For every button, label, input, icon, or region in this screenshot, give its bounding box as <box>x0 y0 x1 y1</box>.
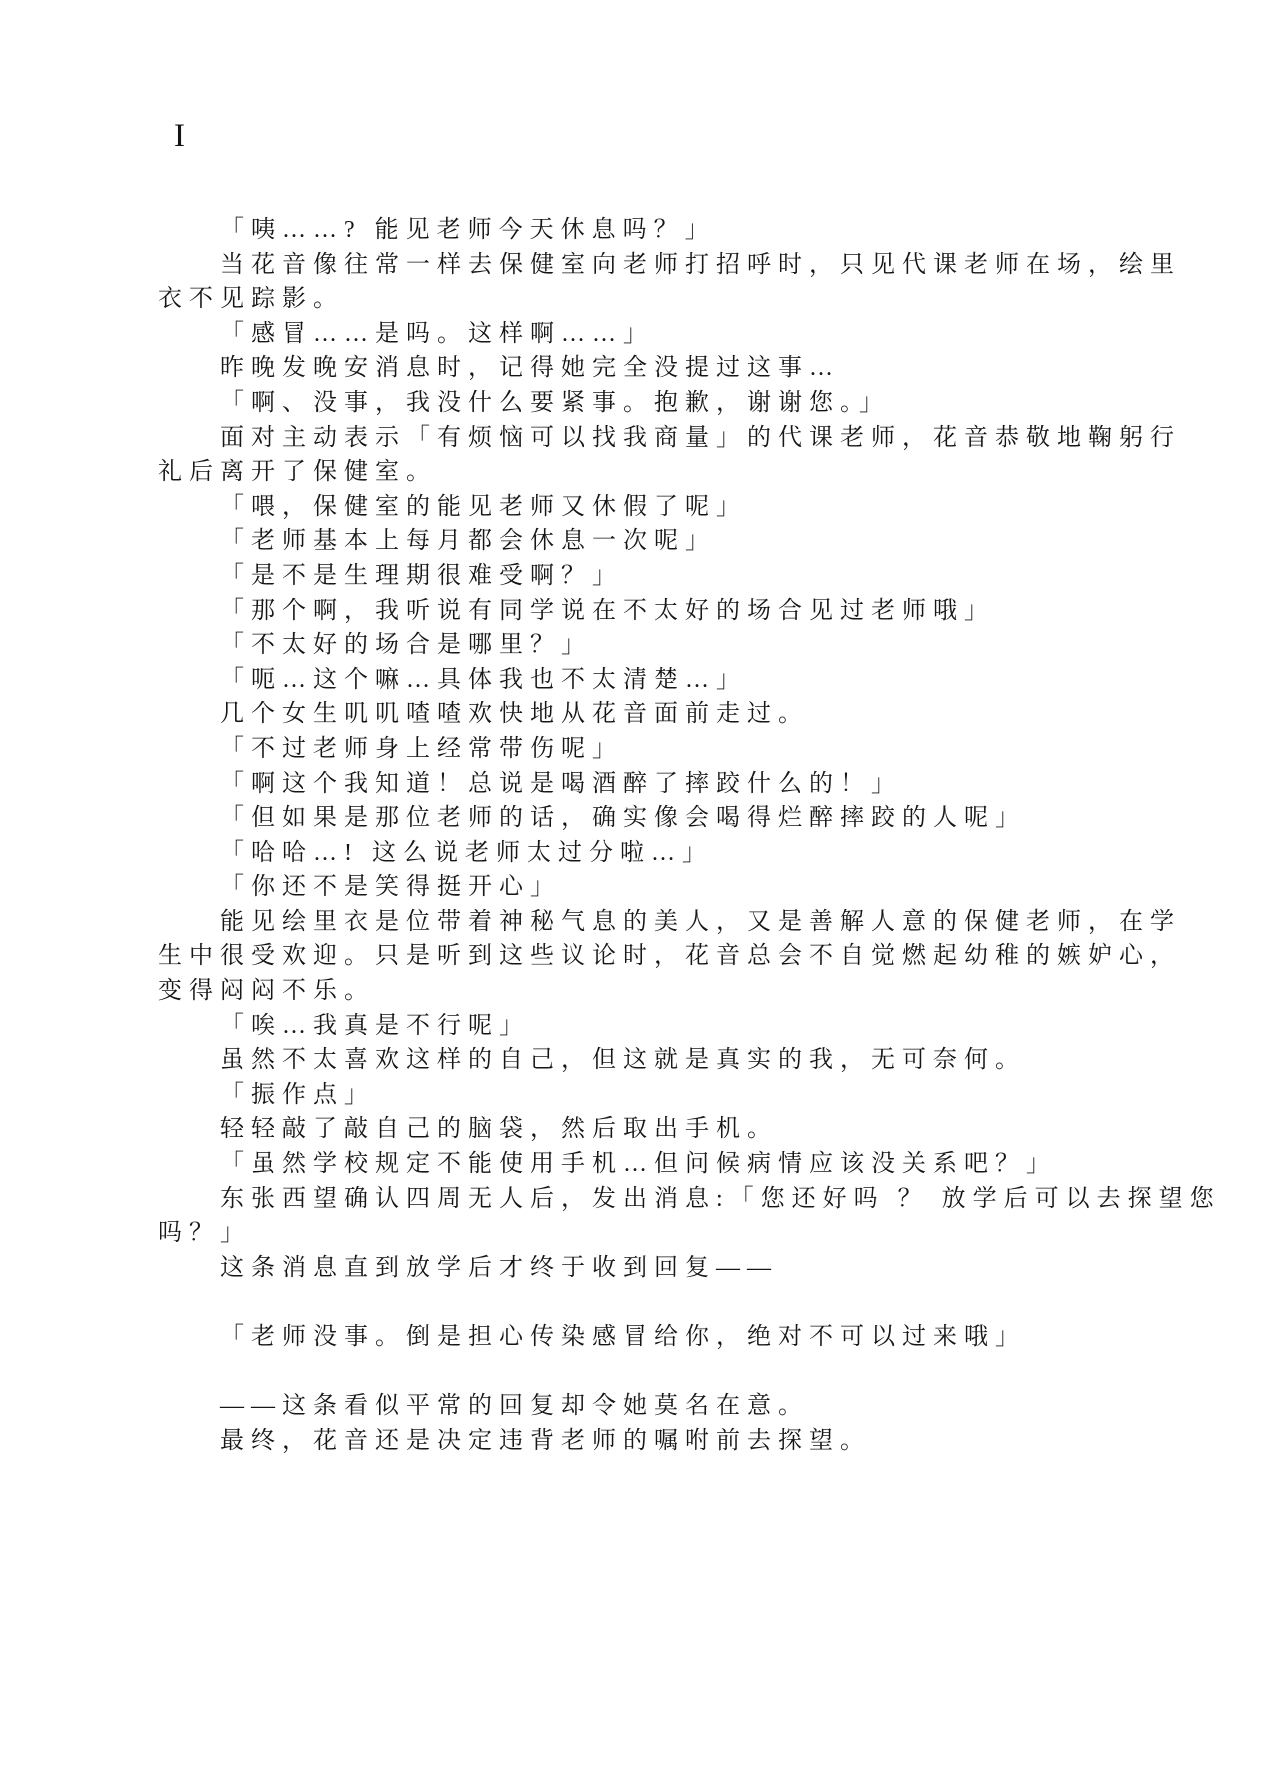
text-line: 这条消息直到放学后才终于收到回复—— <box>220 1254 778 1281</box>
text-line: 「唉…我真是不行呢」 <box>220 1012 530 1039</box>
text-line: 最终，花音还是决定违背老师的嘱咐前去探望。 <box>220 1427 871 1454</box>
text-line: 「但如果是那位老师的话，确实像会喝得烂醉摔跤的人呢」 <box>220 805 1026 832</box>
text-line: 当花音像往常一样去保健室向老师打招呼时，只见代课老师在场，绘里 <box>220 251 1181 278</box>
text-line: 吗？」 <box>158 1220 251 1247</box>
text-line: 几个女生叽叽喳喳欢快地从花音面前走过。 <box>220 701 809 728</box>
body-text <box>158 213 1228 1458</box>
text-line: 「咦……? 能见老师今天休息吗？」 <box>220 217 716 243</box>
text-line: 虽然不太喜欢这样的自己，但这就是真实的我，无可奈何。 <box>220 1047 1026 1074</box>
text-line: 东张西望确认四周无人后，发出消息:「您还好吗 ？ 放学后可以去探望您 <box>220 1185 1221 1212</box>
text-line: 「不过老师身上经常带伤呢」 <box>220 735 623 762</box>
text-line: 「感冒……是吗。这样啊……」 <box>220 320 654 347</box>
text-line: 衣不见踪影。 <box>158 286 344 313</box>
text-line: 「你还不是笑得挺开心」 <box>220 874 561 901</box>
section-number: I <box>174 118 185 154</box>
text-line: 变得闷闷不乐。 <box>158 978 375 1005</box>
text-line: 「老师没事。倒是担心传染感冒给你，绝对不可以过来哦」 <box>220 1324 1026 1350</box>
text-line: 礼后离开了保健室。 <box>158 459 437 486</box>
text-line: ——这条看似平常的回复却令她莫名在意。 <box>220 1393 809 1420</box>
text-line: 「虽然学校规定不能使用手机…但问候病情应该没关系吧？」 <box>220 1151 1057 1178</box>
text-line: 「是不是生理期很难受啊？」 <box>220 562 623 589</box>
text-line: 「老师基本上每月都会休息一次呢」 <box>220 528 716 555</box>
text-line: 面对主动表示「有烦恼可以找我商量」的代课老师，花音恭敬地鞠躬行 <box>220 424 1181 451</box>
text-line: 「喂，保健室的能见老师又休假了呢」 <box>220 493 747 520</box>
text-line: 轻轻敲了敲自己的脑袋，然后取出手机。 <box>220 1116 778 1143</box>
text-line <box>158 1355 1228 1390</box>
text-line: 「啊这个我知道！总说是喝酒醉了摔跤什么的！」 <box>220 770 902 797</box>
text-line: 「不太好的场合是哪里？」 <box>220 632 592 659</box>
text-line: 能见绘里衣是位带着神秘气息的美人，又是善解人意的保健老师，在学 <box>220 908 1181 935</box>
text-line: 昨晚发晚安消息时，记得她完全没提过这事… <box>220 355 840 382</box>
text-line: 生中很受欢迎。只是听到这些议论时，花音总会不自觉燃起幼稚的嫉妒心， <box>158 943 1181 970</box>
text-line: 「哈哈…! 这么说老师太过分啦…」 <box>220 839 713 866</box>
text-line <box>158 1285 1228 1320</box>
text-line: 「那个啊，我听说有同学说在不太好的场合见过老师哦」 <box>220 597 995 624</box>
text-line: 「啊、没事，我没什么要紧事。抱歉，谢谢您。」 <box>220 389 890 416</box>
text-line: 「呃…这个嘛…具体我也不太清楚…」 <box>220 666 747 693</box>
text-line: 「振作点」 <box>220 1081 375 1108</box>
